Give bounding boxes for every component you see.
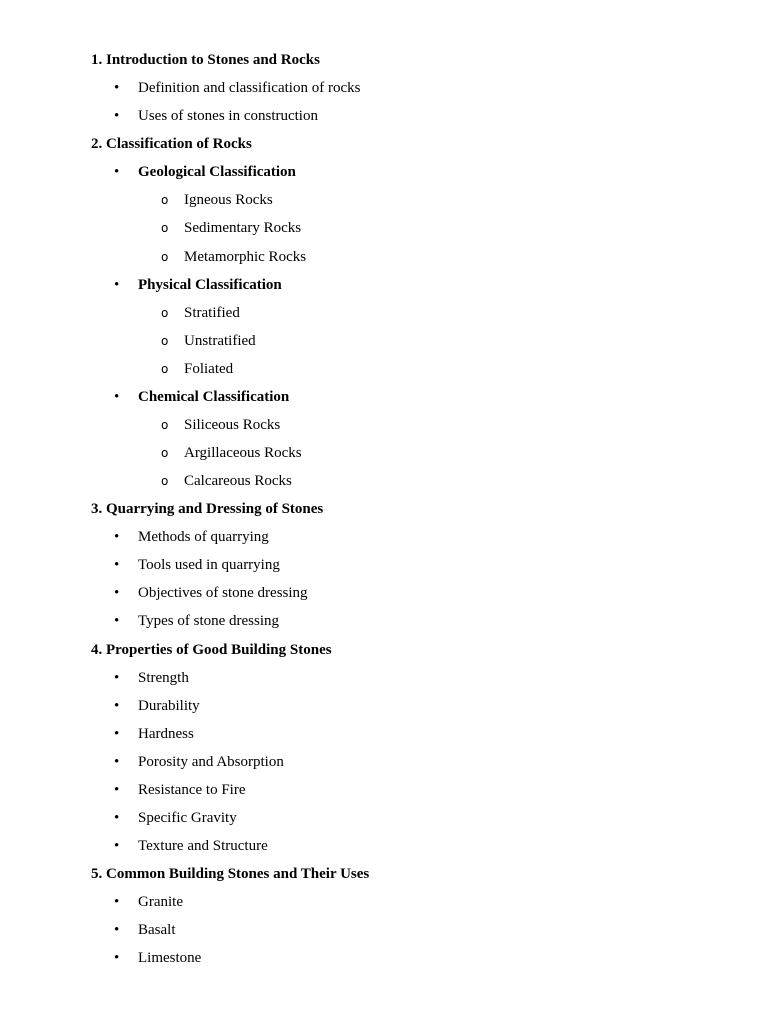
list-item-text: Specific Gravity [138,809,237,826]
bullet-icon: • [114,950,120,967]
circle-bullet-icon: o [161,474,169,489]
bullet-icon: • [114,809,120,826]
list-item-text: Unstratified [184,332,256,349]
bullet-icon: • [114,753,120,770]
section-heading: 1. Introduction to Stones and Rocks [91,52,320,68]
list-item-text: Stratified [184,304,240,321]
bullet-icon: • [114,697,120,714]
list-item-text: Calcareous Rocks [184,473,292,490]
bullet-icon: • [114,894,120,911]
bullet-icon: • [114,838,120,854]
list-item-text: Tools used in quarrying [138,557,280,574]
list-item-text: Limestone [138,950,202,967]
bullet-icon: • [114,388,120,405]
list-item-text: Uses of stones in construction [138,108,318,125]
list-item-text: Physical Classification [138,276,282,293]
list-item-text: Durability [138,697,200,714]
list-item-text: Igneous Rocks [184,192,273,209]
bullet-icon: • [114,108,120,125]
list-item-text: Porosity and Absorption [138,753,284,770]
bullet-icon: • [114,529,120,546]
list-item-text: Methods of quarrying [138,529,269,546]
circle-bullet-icon: o [161,305,169,320]
bullet-icon: • [114,669,120,686]
list-item-text: Types of stone dressing [138,613,280,630]
list-item-text: Sedimentary Rocks [184,220,302,237]
bullet-icon: • [114,585,120,602]
bullet-icon: • [114,613,120,630]
section-heading: 2. Classification of Rocks [91,136,252,153]
list-item-text: Foliated [184,360,234,377]
list-item-text: Granite [138,894,183,911]
circle-bullet-icon: o [161,249,169,264]
circle-bullet-icon: o [161,446,169,460]
list-item-text: Basalt [138,922,176,939]
bullet-icon: • [114,80,120,97]
circle-bullet-icon: o [161,361,169,376]
bullet-icon: • [114,164,120,181]
circle-bullet-icon: o [161,221,169,236]
list-item-text: Chemical Classification [138,388,290,405]
circle-bullet-icon: o [161,333,169,348]
section-heading: 3. Quarrying and Dressing of Stones [91,501,324,518]
section-heading: 5. Common Building Stones and Their Uses [91,866,370,882]
circle-bullet-icon: o [161,417,169,432]
list-item-text: Texture and Structure [138,838,268,854]
list-item-text: Strength [138,669,189,686]
circle-bullet-icon: o [161,193,169,208]
bullet-icon: • [114,276,120,293]
bullet-icon: • [114,725,120,742]
list-item-text: Geological Classification [138,164,296,181]
list-item-text: Argillaceous Rocks [184,445,302,461]
list-item-text: Definition and classification of rocks [138,80,361,97]
bullet-icon: • [114,557,120,574]
bullet-icon: • [114,922,120,939]
list-item-text: Hardness [138,725,194,742]
bullet-icon: • [114,781,120,798]
section-heading: 4. Properties of Good Building Stones [91,641,332,658]
list-item-text: Metamorphic Rocks [184,248,307,265]
list-item-text: Objectives of stone dressing [138,585,308,602]
list-item-text: Siliceous Rocks [184,416,281,433]
list-item-text: Resistance to Fire [138,781,246,798]
